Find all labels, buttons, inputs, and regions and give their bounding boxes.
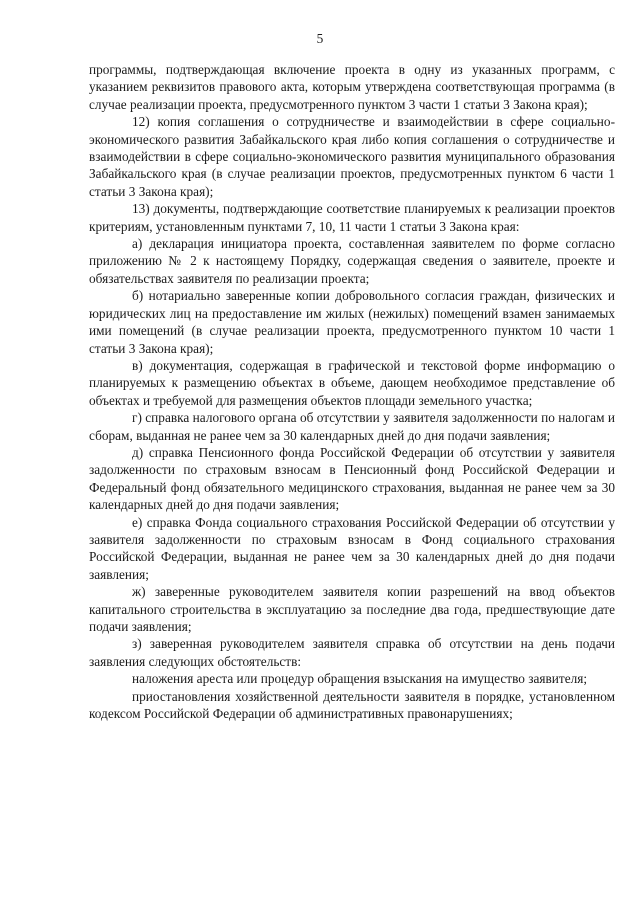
paragraph-subitem-e: е) справка Фонда социального страхования Российской Федерации об отсутствии у заявителя задолженности по страховым взносам в Фонд социального страхования Российской Федерации, выданная не ранее чем за 30 календарных дней до дня подачи заявления; bbox=[89, 514, 615, 582]
paragraph-programme-confirmation: программы, подтверждающая включение проекта в одну из указанных программ, с указанием реквизитов правового акта, которым утверждена соответствующая программа (в случае реализации проекта, предусмотренного пунктом 3 части 1 статьи 3 Закона края); bbox=[89, 62, 615, 112]
page-number: 5 bbox=[316, 31, 324, 46]
paragraph-suspension-circumstance: приостановления хозяйственной деятельности заявителя в порядке, установленном кодексом Российской Федерации об административных правонарушениях; bbox=[89, 688, 615, 722]
paragraph-item-13: 13) документы, подтверждающие соответствие планируемых к реализации проектов критериям, установленным пунктами 7, 10, 11 части 1 статьи 3 Закона края: bbox=[89, 201, 615, 234]
paragraph-subitem-z: з) заверенная руководителем заявителя справка об отсутствии на день подачи заявления следующих обстоятельств: bbox=[89, 636, 615, 669]
paragraph-subitem-b: б) нотариально заверенные копии добровольного согласия граждан, физических и юридических лиц на предоставление им жилых (нежилых) помещений взамен занимаемых ими помещений (в случае реализации проекта, предусмотренного пунктом 10 части 1 статьи 3 Закона края); bbox=[89, 288, 615, 356]
paragraph-arrest-circumstance: наложения ареста или процедур обращения взыскания на имущество заявителя; bbox=[132, 671, 588, 687]
paragraph-item-12: 12) копия соглашения о сотрудничестве и взаимодействии в сфере социально-экономического развития Забайкальского края либо копия соглашения о сотрудничестве и взаимодействии в сфере социально-экономического развития муниципального образования Забайкальского края (в случае реализации проектов, предусмотренных пунктом 6 части 1 статьи 3 Закона края); bbox=[89, 114, 615, 199]
paragraph-subitem-zh: ж) заверенные руководителем заявителя копии разрешений на ввод объектов капитального строительства в эксплуатацию за последние два года, предшествующие дате подачи заявления; bbox=[89, 584, 615, 634]
paragraph-subitem-v: в) документация, содержащая в графической и текстовой форме информацию о планируемых к размещению объектах в объеме, дающем необходимое представление об объектах и требуемой для размещения объектов площади земельного участка; bbox=[89, 357, 615, 408]
document-body bbox=[89, 61, 615, 722]
paragraph-subitem-d: д) справка Пенсионного фонда Российской Федерации об отсутствии у заявителя задолженности по страховым взносам в Пенсионный фонд Российской Федерации и Федеральный фонд обязательного медицинского страхования, выданная не ранее чем за 30 календарных дней до дня подачи заявления; bbox=[89, 444, 615, 513]
paragraph-subitem-g: г) справка налогового органа об отсутствии у заявителя задолженности по налогам и сборам, выданная не ранее чем за 30 календарных дней до дня подачи заявления; bbox=[89, 410, 615, 443]
paragraph-subitem-a: а) декларация инициатора проекта, составленная заявителем по форме согласно приложению № 2 к настоящему Порядку, содержащая сведения о заявителе, проекте и обязательствах заявителя по реализации проекта; bbox=[89, 236, 615, 286]
